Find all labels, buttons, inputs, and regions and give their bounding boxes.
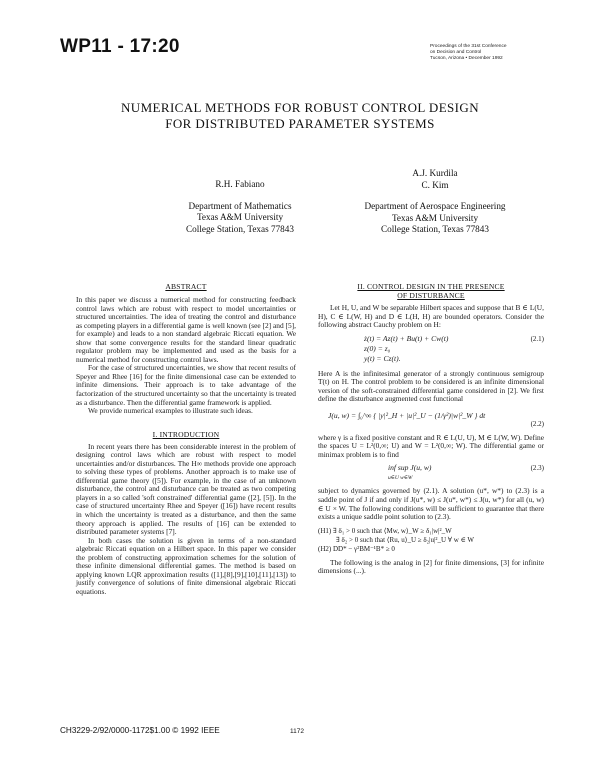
session-code: WP11 - 17:20 [60, 36, 180, 57]
equation-line: inf sup J(u, w) [388, 463, 432, 473]
section-heading-line: II. CONTROL DESIGN IN THE PRESENCE [357, 282, 505, 291]
copyright-line: CH3229-2/92/0000-1172$1.00 © 1992 IEEE [60, 726, 220, 735]
abstract-heading: ABSTRACT [165, 282, 207, 291]
author-block-right [335, 168, 535, 236]
left-column [76, 282, 296, 597]
equation-2-1 [364, 335, 544, 365]
proceedings-note-line: Proceedings of the 31st Conference [430, 44, 507, 49]
introduction-heading: I. INTRODUCTION [152, 429, 220, 439]
abstract-paragraph: In this paper we discuss a numerical method for constructing feedback control laws which are robust with respect to model uncertainties or structured uncertainties. The idea of treating the control and disturbance as competing players in a differential game is well known (see [2] and [5], for example) and leads to a non standard algebraic Riccati equation. We show that some convergence results for the standard linear quadratic regulator problem may be implemented and used as the basis for a numerical method for constructing control laws. [76, 295, 296, 364]
abstract-paragraph: We provide numerical examples to illustrate such ideas. [88, 406, 253, 416]
body-paragraph: Let H, U, and W be separable Hilbert spaces and suppose that B ∈ L(U, H), C ∈ L(W, H) and D ∈ L(H, H) are bounded operators. Consider the following abstract Cauchy problem on H: [318, 303, 544, 330]
page-number: 1172 [290, 728, 304, 735]
section-heading [318, 282, 544, 300]
affiliation-line: Texas A&M University [391, 212, 479, 223]
author-block-left [150, 179, 330, 235]
paper-title [90, 100, 510, 132]
affiliation-line: Department of Aerospace Engineering [364, 201, 506, 211]
body-paragraph: subject to dynamics governed by (2.1). A solution (u*, w*) to (2.3) is a saddle point of J if and only if J(u*, w) ≤ J(u*, w*) ≤ J(u, w*) for all (u, w) ∈ U × W. The following conditions will be sufficient to guarantee that there exists a unique saddle point solution to (2.3). [318, 486, 544, 522]
section-body [318, 304, 544, 576]
condition-h1: (H1) ∃ δ₁ > 0 such that ⟨Mw, w⟩_W ≥ δ₁|w|²_W [318, 526, 452, 535]
affiliation-line: Department of Mathematics [188, 200, 292, 211]
equation-number: (2.2) [530, 419, 544, 428]
equation-line: z(0) = z₀ [364, 343, 391, 353]
introduction-body [76, 443, 296, 597]
body-paragraph: The following is the analog in [2] for finite dimensions, [3] for infinite dimensions (...). [318, 557, 544, 576]
intro-paragraph: In both cases the solution is given in terms of a non-standard algebraic Riccati equation on a Hilbert space. In this paper we consider the problem of constructing approximation schemes for the solution of these infinite dimensional differential games. The method is based on applying known LQR approximation results ([1],[8],[9],[10],[11],[13]) to justify convergence of solutions of finite dimensional algebraic Riccati equations. [76, 535, 296, 596]
equation-subscript: u∈U w∈W [388, 475, 413, 482]
affiliation-line: Texas A&M University [196, 212, 284, 222]
condition-h1-b: ∃ δ₂ > 0 such that ⟨Ru, u⟩_U ≥ δ₂|u|²_U ∀ w ∈ W [336, 535, 474, 544]
intro-paragraph: In recent years there has been considerable interest in the problem of designing control laws which are robust with respect to model uncertainties and/or disturbances. The H∞ methods provide one approach to solving these types of problems. Another approach is to make use of differential game theory ([5]). For example, in the case of an unknown disturbance, the control and disturbance can be treated as two competing players in a so called 'soft constrained' differential game ([2], [5]). In the case of structured uncertainty Rhee and Speyer ([16]) have recent results in which the uncertainty is treated as a disturbance, and then the same theory approach is applied. The results of [16] can be extended to distributed parameter systems [7]. [76, 441, 296, 537]
section-heading-line: OF DISTURBANCE [397, 291, 465, 300]
author-name: A.J. Kurdila [412, 168, 458, 178]
proceedings-note-line: on Decision and Control [430, 50, 482, 55]
title-line: NUMERICAL METHODS FOR ROBUST CONTROL DESIGN [121, 100, 479, 115]
title-line: FOR DISTRIBUTED PARAMETER SYSTEMS [165, 116, 435, 131]
abstract-body [76, 296, 296, 416]
condition-h2: (H2) DD* − γ²BM⁻¹B* ≥ 0 [318, 544, 395, 553]
equation-2-2: J(u, w) = ∫₀^∞ { |y|²_H + |u|²_U − (1/γ²)|w|²_W } dt (2.2) [328, 410, 544, 428]
equation-line: y(t) = Cz(t). [364, 353, 401, 363]
equation-line: ż(t) = Az(t) + Bu(t) + Cw(t) (2.1) [364, 333, 544, 343]
body-paragraph: where γ is a fixed positive constant and R ∈ L(U, U), M ∈ L(W, W). Define the spaces U = L²(0,∞; U) and W = L²(0,∞; W). The differential game or minimax problem is to find [318, 432, 544, 459]
conditions-block [318, 527, 544, 554]
abstract-paragraph: For the case of structured uncertainties, we show that recent results of Speyer and Rhee [16] for the finite dimensional case can be extended to infinite dimensions. Their approach is to take advantage of the factorization of the structured uncertainty so that the uncertainty is treated as a disturbance. Then the differential game framework is applied. [76, 363, 296, 407]
body-paragraph: Here A is the infinitesimal generator of a strongly continuous semigroup T(t) on H. The control problem to be considered is an infinite dimensional version of the soft-constrained differential game considered in [2]. We first define the disturbance augmented cost functional [318, 368, 544, 404]
author-name: R.H. Fabiano [215, 179, 265, 189]
author-name: C. Kim [421, 179, 449, 190]
equation-number: (2.1) [530, 334, 544, 343]
proceedings-note-line: Tucson, Arizona • December 1992 [430, 56, 503, 61]
affiliation-line: College Station, Texas 77843 [186, 223, 294, 234]
right-column [318, 282, 544, 576]
equation-number: (2.3) [530, 464, 544, 473]
proceedings-note [430, 44, 540, 62]
affiliation-line: College Station, Texas 77843 [381, 224, 489, 234]
equation-2-3 [388, 464, 544, 482]
